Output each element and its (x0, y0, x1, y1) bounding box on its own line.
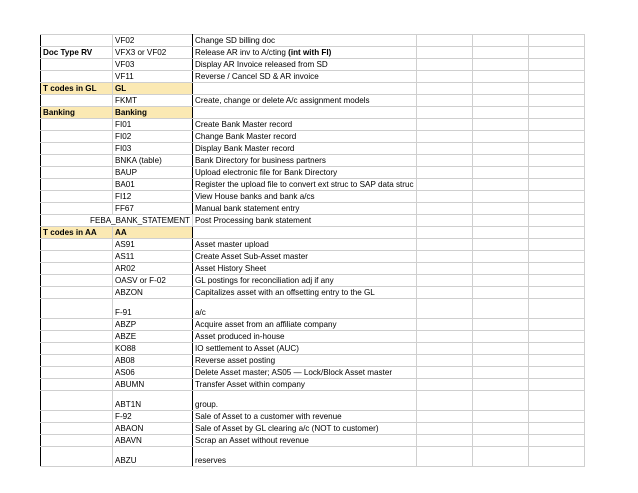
table-row (41, 215, 585, 227)
empty-cell[interactable] (528, 71, 584, 83)
empty-cell[interactable] (472, 35, 528, 47)
table-row (41, 35, 585, 47)
description-text: Sale of Asset to a customer with revenue (195, 412, 342, 421)
table-row (41, 71, 585, 83)
description-text: Reverse asset posting (195, 356, 276, 365)
table-row (41, 287, 585, 299)
empty-cell[interactable] (472, 331, 528, 343)
tcode-cell[interactable]: F-92 (113, 411, 193, 423)
category-cell[interactable]: T codes in GL (41, 83, 113, 95)
empty-cell[interactable] (528, 47, 584, 59)
table-row (41, 263, 585, 275)
empty-cell[interactable] (472, 203, 528, 215)
description-text: Release AR inv to A/cting (195, 48, 286, 57)
empty-cell[interactable] (528, 331, 584, 343)
empty-cell[interactable] (472, 167, 528, 179)
category-cell[interactable] (41, 367, 113, 379)
empty-cell[interactable] (416, 287, 472, 299)
description-text: Capitalizes asset with an offsetting entry to the GL (195, 288, 375, 297)
description-cell[interactable] (193, 447, 417, 467)
empty-cell[interactable] (528, 95, 584, 107)
description-cell[interactable] (193, 239, 417, 251)
description-cell[interactable] (193, 59, 417, 71)
category-cell[interactable] (41, 275, 113, 287)
description-cell[interactable] (193, 191, 417, 203)
description-text: Create Bank Master record (195, 120, 293, 129)
description-text: Change SD billing doc (195, 36, 276, 45)
tcode-cell[interactable]: KO88 (113, 343, 193, 355)
empty-cell[interactable] (528, 131, 584, 143)
description-emphasis: (int with FI) (288, 48, 332, 57)
description-text: Asset produced in-house (195, 332, 285, 341)
table-row (41, 355, 585, 367)
table-row (41, 119, 585, 131)
description-text: Display AR Invoice released from SD (195, 60, 328, 69)
empty-cell[interactable] (528, 143, 584, 155)
category-cell[interactable] (41, 299, 113, 319)
empty-cell[interactable] (472, 95, 528, 107)
empty-cell[interactable] (416, 203, 472, 215)
tcode-cell[interactable]: FI02 (113, 131, 193, 143)
category-cell[interactable] (41, 287, 113, 299)
empty-cell[interactable] (472, 239, 528, 251)
description-cell[interactable] (193, 423, 417, 435)
empty-cell[interactable] (528, 287, 584, 299)
empty-cell[interactable] (472, 107, 528, 119)
description-cell[interactable] (193, 167, 417, 179)
empty-cell[interactable] (416, 355, 472, 367)
category-cell[interactable] (41, 355, 113, 367)
category-cell[interactable]: Doc Type RV (41, 47, 113, 59)
tcode-cell[interactable]: ABAON (113, 423, 193, 435)
tcode-cell[interactable]: VFX3 or VF02 (113, 47, 193, 59)
description-text: View House banks and bank a/cs (195, 192, 315, 201)
category-cell[interactable] (41, 239, 113, 251)
empty-cell[interactable] (416, 275, 472, 287)
empty-cell[interactable] (472, 83, 528, 95)
empty-cell[interactable] (528, 319, 584, 331)
category-cell[interactable] (41, 343, 113, 355)
category-cell[interactable] (41, 263, 113, 275)
empty-cell[interactable] (528, 435, 584, 447)
category-cell[interactable] (41, 203, 113, 215)
category-cell[interactable] (41, 331, 113, 343)
empty-cell[interactable] (472, 155, 528, 167)
empty-cell[interactable] (416, 83, 472, 95)
description-cell[interactable] (193, 287, 417, 299)
empty-cell[interactable] (416, 227, 472, 239)
tcode-cell[interactable]: ABZON (113, 287, 193, 299)
table-row (41, 83, 585, 95)
tcode-cell[interactable]: ABZE (113, 331, 193, 343)
tcode-cell[interactable]: GL (113, 83, 193, 95)
empty-cell[interactable] (472, 379, 528, 391)
tcode-cell[interactable]: BAUP (113, 167, 193, 179)
category-cell[interactable]: T codes in AA (41, 227, 113, 239)
description-text: group. (195, 400, 218, 409)
empty-cell[interactable] (472, 391, 528, 411)
empty-cell[interactable] (416, 95, 472, 107)
tcode-cell[interactable]: VF11 (113, 71, 193, 83)
empty-cell[interactable] (472, 263, 528, 275)
tcode-cell[interactable]: VF02 (113, 35, 193, 47)
table-row (41, 227, 585, 239)
tcode-cell[interactable]: AS91 (113, 239, 193, 251)
empty-cell[interactable] (472, 423, 528, 435)
empty-cell[interactable] (472, 143, 528, 155)
description-cell[interactable] (193, 179, 417, 191)
empty-cell[interactable] (528, 355, 584, 367)
description-text: Asset master upload (195, 240, 269, 249)
category-cell[interactable] (41, 35, 113, 47)
empty-cell[interactable] (528, 251, 584, 263)
empty-cell[interactable] (528, 227, 584, 239)
empty-cell[interactable] (472, 275, 528, 287)
tcode-cell[interactable]: ABZP (113, 319, 193, 331)
description-text: Create, change or delete A/c assignment models (195, 96, 370, 105)
tcode-cell[interactable]: VF03 (113, 59, 193, 71)
empty-cell[interactable] (416, 299, 472, 319)
empty-cell[interactable] (472, 319, 528, 331)
category-cell[interactable] (41, 179, 113, 191)
description-cell[interactable] (193, 411, 417, 423)
empty-cell[interactable] (528, 119, 584, 131)
tcode-cell[interactable]: FI12 (113, 191, 193, 203)
description-cell[interactable] (193, 227, 417, 239)
description-cell[interactable] (193, 319, 417, 331)
empty-cell[interactable] (472, 215, 528, 227)
empty-cell[interactable] (528, 35, 584, 47)
table-row (41, 107, 585, 119)
table-row (41, 47, 585, 59)
table-row (41, 239, 585, 251)
category-cell[interactable] (41, 251, 113, 263)
tcode-cell[interactable]: FI01 (113, 119, 193, 131)
empty-cell[interactable] (528, 367, 584, 379)
table-row (41, 423, 585, 435)
description-cell[interactable] (193, 379, 417, 391)
tcode-cell[interactable]: OASV or F-02 (113, 275, 193, 287)
empty-cell[interactable] (528, 391, 584, 411)
tcode-cell[interactable]: F-91 (113, 299, 193, 319)
empty-cell[interactable] (416, 423, 472, 435)
description-text: GL postings for reconciliation adj if any (195, 276, 334, 285)
empty-cell[interactable] (528, 107, 584, 119)
category-cell[interactable] (41, 447, 113, 467)
tcode-cell[interactable]: ABT1N (113, 391, 193, 411)
description-text: Register the upload file to convert ext struc to SAP data struc (195, 180, 414, 189)
category-cell[interactable] (41, 167, 113, 179)
category-cell[interactable] (41, 435, 113, 447)
empty-cell[interactable] (416, 119, 472, 131)
table-row (41, 95, 585, 107)
table-row (41, 131, 585, 143)
empty-cell[interactable] (528, 59, 584, 71)
description-cell[interactable] (193, 203, 417, 215)
table-row (41, 203, 585, 215)
empty-cell[interactable] (528, 411, 584, 423)
table-row (41, 343, 585, 355)
table-row (41, 379, 585, 391)
description-cell[interactable] (193, 143, 417, 155)
description-cell[interactable] (193, 107, 417, 119)
category-cell[interactable] (41, 319, 113, 331)
table-row (41, 435, 585, 447)
empty-cell[interactable] (416, 179, 472, 191)
category-cell[interactable] (41, 423, 113, 435)
empty-cell[interactable] (528, 239, 584, 251)
empty-cell[interactable] (472, 227, 528, 239)
category-cell[interactable] (41, 391, 113, 411)
category-cell[interactable] (41, 131, 113, 143)
description-cell[interactable] (193, 95, 417, 107)
description-cell[interactable] (193, 331, 417, 343)
empty-cell[interactable] (416, 331, 472, 343)
empty-cell[interactable] (528, 167, 584, 179)
empty-cell[interactable] (472, 71, 528, 83)
description-cell[interactable] (193, 119, 417, 131)
empty-cell[interactable] (416, 71, 472, 83)
description-text: reserves (195, 456, 227, 465)
category-cell[interactable] (41, 59, 113, 71)
category-cell[interactable] (41, 411, 113, 423)
table-row (41, 411, 585, 423)
table-row (41, 143, 585, 155)
empty-cell[interactable] (416, 447, 472, 467)
empty-cell[interactable] (416, 367, 472, 379)
empty-cell[interactable] (416, 319, 472, 331)
empty-cell[interactable] (416, 191, 472, 203)
description-cell[interactable] (193, 155, 417, 167)
category-cell[interactable] (41, 191, 113, 203)
description-text: Bank Directory for business partners (195, 156, 326, 165)
description-cell[interactable] (193, 47, 417, 59)
table-row (41, 59, 585, 71)
empty-cell[interactable] (472, 119, 528, 131)
description-text: Scrap an Asset without revenue (195, 436, 309, 445)
empty-cell[interactable] (416, 411, 472, 423)
tcode-cell[interactable]: ABZU (113, 447, 193, 467)
empty-cell[interactable] (416, 239, 472, 251)
category-cell[interactable] (41, 71, 113, 83)
description-text: Acquire asset from an affiliate company (195, 320, 337, 329)
description-cell[interactable] (193, 71, 417, 83)
empty-cell[interactable] (416, 435, 472, 447)
description-text: Manual bank statement entry (195, 204, 300, 213)
tcode-cell[interactable]: AS06 (113, 367, 193, 379)
tcode-cell[interactable]: ABUMN (113, 379, 193, 391)
description-text: Create Asset Sub-Asset master (195, 252, 308, 261)
category-cell[interactable]: Banking (41, 107, 113, 119)
description-cell[interactable] (193, 275, 417, 287)
empty-cell[interactable] (528, 179, 584, 191)
description-cell[interactable] (193, 435, 417, 447)
empty-cell[interactable] (472, 367, 528, 379)
empty-cell[interactable] (472, 299, 528, 319)
description-text: IO settlement to Asset (AUC) (195, 344, 299, 353)
empty-cell[interactable] (528, 83, 584, 95)
description-text: Upload electronic file for Bank Directory (195, 168, 338, 177)
description-cell[interactable] (193, 215, 417, 227)
empty-cell[interactable] (472, 191, 528, 203)
empty-cell[interactable] (528, 215, 584, 227)
table-row (41, 299, 585, 319)
category-cell[interactable] (41, 119, 113, 131)
description-cell[interactable] (193, 131, 417, 143)
table-row (41, 191, 585, 203)
description-text: Display Bank Master record (195, 144, 295, 153)
tcode-cell[interactable]: FEBA_BANK_STATEMENT (41, 215, 193, 227)
table-row (41, 275, 585, 287)
spreadsheet-table (40, 34, 585, 467)
description-cell[interactable] (193, 343, 417, 355)
description-text: Delete Asset master; AS05 — Lock/Block Asset master (195, 368, 393, 377)
table-row (41, 179, 585, 191)
empty-cell[interactable] (416, 47, 472, 59)
empty-cell[interactable] (528, 155, 584, 167)
empty-cell[interactable] (528, 275, 584, 287)
tcode-cell[interactable]: AB08 (113, 355, 193, 367)
empty-cell[interactable] (416, 251, 472, 263)
table-row (41, 447, 585, 467)
empty-cell[interactable] (416, 35, 472, 47)
description-text: Post Processing bank statement (195, 216, 312, 225)
tcode-cell[interactable]: AS11 (113, 251, 193, 263)
empty-cell[interactable] (472, 343, 528, 355)
table-row (41, 251, 585, 263)
empty-cell[interactable] (528, 379, 584, 391)
empty-cell[interactable] (528, 299, 584, 319)
tcode-cell[interactable]: ABAVN (113, 435, 193, 447)
tcode-cell[interactable]: FF67 (113, 203, 193, 215)
empty-cell[interactable] (416, 343, 472, 355)
empty-cell[interactable] (528, 423, 584, 435)
tcode-cell[interactable]: AA (113, 227, 193, 239)
description-cell[interactable] (193, 391, 417, 411)
empty-cell[interactable] (472, 447, 528, 467)
description-cell[interactable] (193, 299, 417, 319)
empty-cell[interactable] (416, 263, 472, 275)
tcode-cell[interactable]: FI03 (113, 143, 193, 155)
category-cell[interactable] (41, 95, 113, 107)
tcode-cell[interactable]: BA01 (113, 179, 193, 191)
empty-cell[interactable] (416, 143, 472, 155)
table-row (41, 331, 585, 343)
description-text: Reverse / Cancel SD & AR invoice (195, 72, 319, 81)
empty-cell[interactable] (416, 155, 472, 167)
description-text: Transfer Asset within company (195, 380, 305, 389)
empty-cell[interactable] (472, 59, 528, 71)
description-text: Sale of Asset by GL clearing a/c (NOT to customer) (195, 424, 379, 433)
category-cell[interactable] (41, 379, 113, 391)
empty-cell[interactable] (528, 263, 584, 275)
description-cell[interactable] (193, 263, 417, 275)
table-row (41, 167, 585, 179)
description-text: Change Bank Master record (195, 132, 297, 141)
empty-cell[interactable] (472, 355, 528, 367)
tcode-cell[interactable]: AR02 (113, 263, 193, 275)
empty-cell[interactable] (528, 447, 584, 467)
empty-cell[interactable] (472, 411, 528, 423)
empty-cell[interactable] (416, 59, 472, 71)
table-row (41, 367, 585, 379)
empty-cell[interactable] (472, 251, 528, 263)
empty-cell[interactable] (528, 203, 584, 215)
empty-cell[interactable] (416, 167, 472, 179)
description-text: a/c (195, 308, 206, 317)
empty-cell[interactable] (416, 215, 472, 227)
empty-cell[interactable] (472, 435, 528, 447)
description-cell[interactable] (193, 355, 417, 367)
description-cell[interactable] (193, 83, 417, 95)
empty-cell[interactable] (528, 191, 584, 203)
description-cell[interactable] (193, 251, 417, 263)
description-cell[interactable] (193, 35, 417, 47)
empty-cell[interactable] (472, 131, 528, 143)
empty-cell[interactable] (416, 107, 472, 119)
description-text: Asset History Sheet (195, 264, 267, 273)
tcode-cell[interactable]: FKMT (113, 95, 193, 107)
empty-cell[interactable] (416, 391, 472, 411)
table-row (41, 155, 585, 167)
empty-cell[interactable] (472, 179, 528, 191)
tcode-cell[interactable]: BNKA (table) (113, 155, 193, 167)
empty-cell[interactable] (472, 47, 528, 59)
empty-cell[interactable] (528, 343, 584, 355)
empty-cell[interactable] (472, 287, 528, 299)
empty-cell[interactable] (416, 379, 472, 391)
empty-cell[interactable] (416, 131, 472, 143)
spreadsheet-body (41, 35, 585, 467)
description-cell[interactable] (193, 367, 417, 379)
tcode-cell[interactable]: Banking (113, 107, 193, 119)
table-row (41, 391, 585, 411)
table-row (41, 319, 585, 331)
category-cell[interactable] (41, 143, 113, 155)
category-cell[interactable] (41, 155, 113, 167)
